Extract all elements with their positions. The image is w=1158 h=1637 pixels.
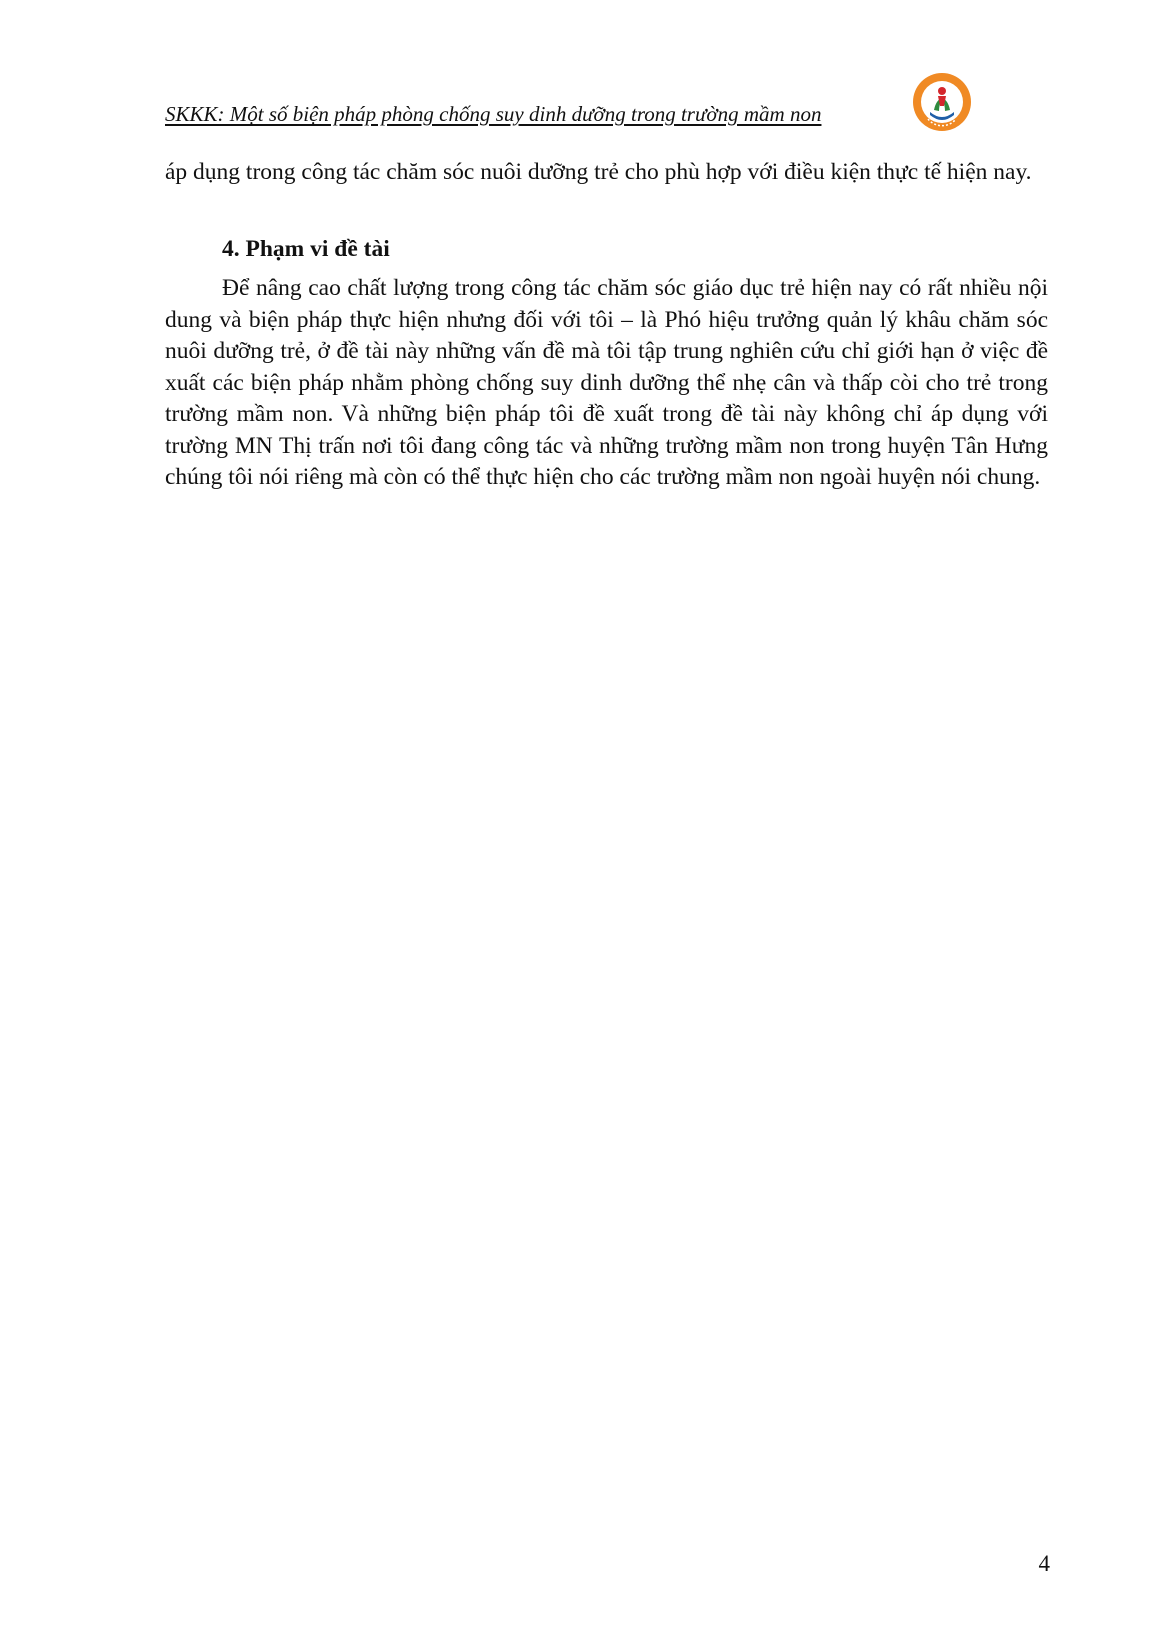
page-number: 4: [1038, 1551, 1050, 1576]
page-header-title: SKKK: Một số biện pháp phòng chống suy dinh dưỡng trong trường mầm non: [165, 102, 822, 126]
school-logo-icon: [912, 72, 972, 132]
paragraph-scope: Để nâng cao chất lượng trong công tác chăm sóc giáo dục trẻ hiện nay có rất nhiều nội dung và biện pháp thực hiện nhưng đối với tôi – là Phó hiệu trưởng quản lý khâu chăm sóc nuôi dưỡng trẻ, ở đề tài này những vấn đề mà tôi tập trung nghiên cứu chỉ giới hạn ở việc đề xuất các biện pháp nhằm phòng chống suy dinh dưỡng thể nhẹ cân và thấp còi cho trẻ trong trường mầm non. Và những biện pháp tôi đề xuất trong đề tài này không chỉ áp dụng với trường MN Thị trấn nơi tôi đang công tác và những trường mầm non trong huyện Tân Hưng chúng tôi nói riêng mà còn có thể thực hiện cho các trường mầm non ngoài huyện nói chung.: [165, 275, 1048, 490]
paragraph-continuation: áp dụng trong công tác chăm sóc nuôi dưỡng trẻ cho phù hợp với điều kiện thực tế hiện nay.: [165, 159, 1032, 185]
section-heading: 4. Phạm vi đề tài: [222, 236, 390, 262]
